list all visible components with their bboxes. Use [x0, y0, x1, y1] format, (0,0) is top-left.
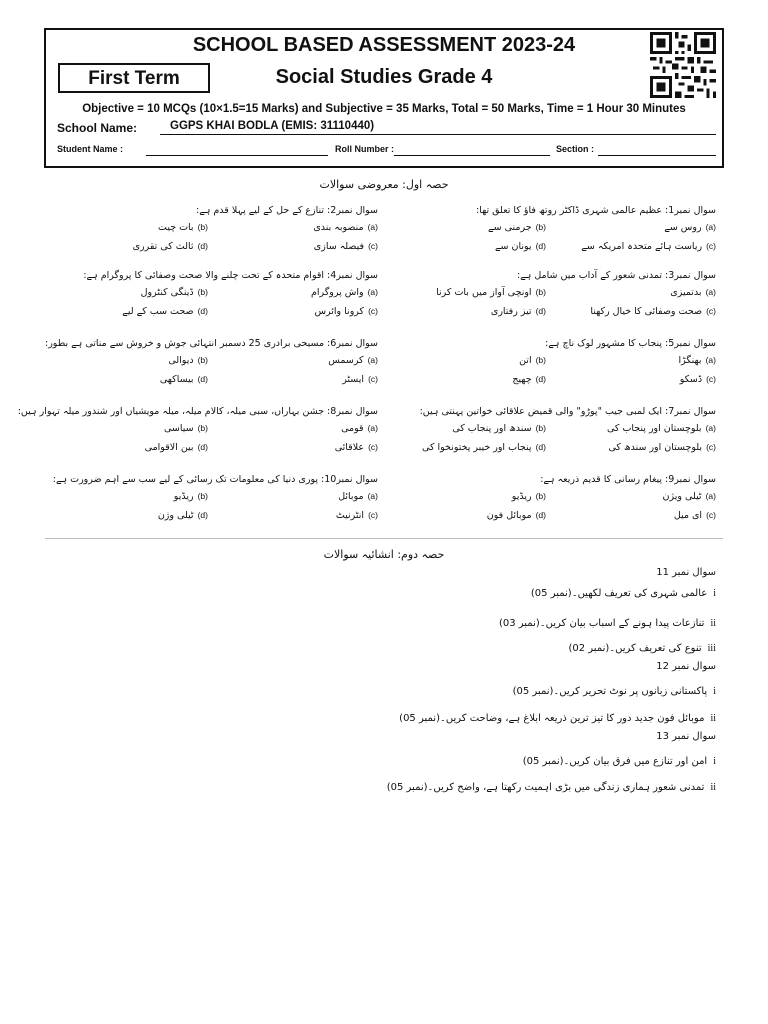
option-text: ای میل [673, 510, 703, 521]
option-text: سیاسی [163, 423, 194, 434]
option-text: اتن [519, 355, 532, 366]
option-key: (a) [705, 491, 716, 501]
option-key: (b) [535, 355, 546, 365]
mcq-8-option-b[interactable] [164, 423, 208, 434]
option-text: ڈینگی کنٹرول [140, 287, 194, 298]
assessment-title: SCHOOL BASED ASSESSMENT 2023-24 [192, 34, 576, 56]
mcq-6-option-c[interactable] [342, 374, 378, 385]
option-key: (a) [367, 222, 378, 232]
mcq-3-option-b[interactable] [436, 287, 546, 298]
option-text: پنجاب اور خیبر پختونخوا کی [422, 442, 532, 453]
mcq-2-option-c[interactable] [314, 241, 378, 252]
mcq-4-option-d[interactable] [122, 306, 208, 317]
mcq-question-6: سوال نمبر6: مسیحی برادری 25 دسمبر انتہائی جوش و خروش سے مناتی ہے بطور: [45, 338, 378, 349]
option-text: موبائل [338, 491, 364, 502]
mcq-8-option-a[interactable] [341, 423, 378, 434]
option-text: چھیج [512, 374, 532, 385]
option-text: جرمنی سے [488, 222, 532, 233]
question-11-title: سوال نمبر 11 [656, 567, 716, 578]
mcq-question-10: سوال نمبر10: پوری دنیا کی معلومات تک رسائی کے لیے سب سے اہم ضرورت ہے: [52, 474, 378, 485]
q13-item: iامن اور تنازع میں فرق بیان کریں۔(نمبر 05) [522, 756, 716, 767]
option-key: (c) [368, 241, 378, 251]
option-text: واش پروگرام [310, 287, 364, 298]
mcq-1-option-d[interactable] [495, 241, 546, 252]
roll-number-field[interactable] [394, 155, 550, 156]
option-text: بھنگڑا [678, 355, 702, 366]
option-key: (d) [197, 442, 208, 452]
option-key: (d) [535, 442, 546, 452]
mcq-3-option-a[interactable] [670, 287, 716, 298]
option-key: (a) [367, 491, 378, 501]
mcq-3-option-d[interactable] [491, 306, 546, 317]
option-text: ایسٹر [342, 374, 365, 385]
mcq-2-option-b[interactable] [158, 222, 208, 233]
mcq-9-option-b[interactable] [512, 491, 546, 502]
section-divider [45, 538, 723, 539]
mcq-question-9: سوال نمبر9: پیغام رسانی کا قدیم ذریعہ ہے: [540, 474, 716, 485]
mcq-5-option-d[interactable] [512, 374, 546, 385]
option-text: ٹیلی وژن [157, 510, 194, 521]
option-key: (a) [367, 355, 378, 365]
section-field[interactable] [598, 155, 716, 156]
qr-code-icon [648, 32, 718, 98]
option-text: کرونا وائرس [314, 306, 365, 317]
option-key: (d) [535, 306, 546, 316]
option-key: (c) [368, 306, 378, 316]
question-12-title: سوال نمبر 12 [656, 661, 716, 672]
option-text: ریاست ہائے متحدہ امریکہ سے [581, 241, 703, 252]
mcq-4-option-a[interactable] [311, 287, 378, 298]
option-key: (b) [535, 491, 546, 501]
mcq-5-option-c[interactable] [680, 374, 716, 385]
option-key: (c) [706, 241, 716, 251]
option-key: (d) [535, 241, 546, 251]
option-text: ٹیلی ویژن [662, 491, 702, 502]
mcq-6-option-b[interactable] [168, 355, 208, 366]
mcq-7-option-b[interactable] [452, 423, 546, 434]
option-text: بیساکھی [159, 374, 194, 385]
mcq-6-option-a[interactable] [328, 355, 378, 366]
option-key: (c) [368, 442, 378, 452]
option-key: (b) [535, 287, 546, 297]
option-key: (d) [535, 510, 546, 520]
q11-item: iعالمی شہری کی تعریف لکھیں۔(نمبر 05) [530, 588, 716, 599]
q11-item: iiiتنوع کی تعریف کریں۔(نمبر 02) [568, 643, 716, 654]
section-label: Section : [556, 144, 595, 154]
mcq-10-option-a[interactable] [338, 491, 378, 502]
mcq-9-option-d[interactable] [487, 510, 546, 521]
mcq-question-5: سوال نمبر5: پنجاب کا مشہور لوک ناچ ہے: [545, 338, 716, 349]
option-text: علاقائی [334, 442, 365, 453]
mcq-10-option-d[interactable] [158, 510, 208, 521]
mcq-3-option-c[interactable] [590, 306, 716, 317]
school-name-label: School Name: [57, 121, 138, 135]
question-13-title: سوال نمبر 13 [656, 731, 716, 742]
mcq-question-7: سوال نمبر7: ایک لمبی جیب "پوڑو" والی قمیض علاقائی خواتین پہنتی ہیں: [419, 406, 716, 417]
option-key: (a) [705, 222, 716, 232]
mcq-5-option-a[interactable] [679, 355, 716, 366]
mcq-7-option-a[interactable] [607, 423, 716, 434]
mcq-5-option-b[interactable] [519, 355, 546, 366]
option-key: (d) [535, 374, 546, 384]
mcq-7-option-d[interactable] [422, 442, 546, 453]
option-key: (b) [197, 423, 208, 433]
option-text: ریڈیو [511, 491, 532, 502]
school-name-line [160, 134, 716, 135]
option-key: (b) [197, 355, 208, 365]
mcq-question-3: سوال نمبر3: تمدنی شعور کے آداب میں شامل ہے: [517, 270, 716, 281]
option-key: (c) [368, 510, 378, 520]
objective-line: Objective = 10 MCQs (10×1.5=15 Marks) and Subjective = 35 Marks, Total = 50 Marks, Time = 1 Hour 30 Minutes [82, 103, 686, 115]
option-key: (d) [197, 306, 208, 316]
option-text: ریڈیو [173, 491, 194, 502]
option-key: (a) [705, 355, 716, 365]
option-text: بدتمیزی [670, 287, 702, 298]
mcq-question-1: سوال نمبر1: عظیم عالمی شہری ڈاکٹر روتھ فاؤ کا تعلق تھا: [475, 205, 716, 216]
option-text: ثالث کی تقرری [132, 241, 194, 252]
option-key: (c) [706, 306, 716, 316]
mcq-4-option-b[interactable] [141, 287, 208, 298]
option-key: (b) [197, 491, 208, 501]
option-text: روس سے [664, 222, 702, 233]
q11-item: iiتنازعات پیدا ہونے کے اسباب بیان کریں۔(نمبر 03) [498, 618, 716, 629]
option-text: موبائل فون [486, 510, 532, 521]
student-name-label: Student Name : [57, 144, 124, 154]
option-key: (b) [535, 423, 546, 433]
q13-item: iiتمدنی شعور ہماری زندگی میں بڑی اہمیت رکھتا ہے، واضح کریں۔(نمبر 05) [386, 782, 716, 793]
option-text: ڈسکو [679, 374, 703, 385]
option-key: (c) [706, 374, 716, 384]
mcq-question-8: سوال نمبر8: جشن بہاراں، سبی میلہ، کالام میلہ، میلہ مویشیاں اور شندور میلہ تہوار ہیں: [17, 406, 378, 417]
school-name-value: GGPS KHAI BODLA (EMIS: 31110440) [170, 120, 375, 132]
option-key: (d) [197, 374, 208, 384]
option-text: دیوالی [168, 355, 194, 366]
option-text: بین الاقوامی [144, 442, 194, 453]
option-text: یونان سے [494, 241, 532, 252]
mcq-10-option-b[interactable] [174, 491, 208, 502]
option-key: (c) [706, 442, 716, 452]
option-key: (b) [197, 222, 208, 232]
mcq-9-option-a[interactable] [663, 491, 716, 502]
mcq-1-option-c[interactable] [581, 241, 716, 252]
option-key: (a) [367, 287, 378, 297]
option-text: بلوچستان اور پنجاب کی [607, 423, 702, 434]
mcq-10-option-c[interactable] [336, 510, 378, 521]
option-text: فیصلہ سازی [313, 241, 365, 252]
option-text: اونچی آواز میں بات کرنا [436, 287, 532, 298]
part2-heading: حصہ دوم: انشائیہ سوالات [323, 548, 445, 561]
option-key: (c) [368, 374, 378, 384]
part1-heading: حصہ اول: معروضی سوالات [319, 178, 449, 191]
option-text: بلوچستان اور سندھ کی [608, 442, 703, 453]
mcq-6-option-d[interactable] [160, 374, 208, 385]
option-text: کرسمس [328, 355, 364, 366]
mcq-1-option-a[interactable] [664, 222, 716, 233]
mcq-question-4: سوال نمبر4: اقوام متحدہ کے تحت چلنے والا صحت وصفائی کا پروگرام ہے: [83, 270, 378, 281]
option-key: (a) [705, 287, 716, 297]
mcq-1-option-b[interactable] [488, 222, 546, 233]
option-text: سندھ اور پنجاب کی [452, 423, 532, 434]
mcq-9-option-c[interactable] [674, 510, 716, 521]
student-name-field[interactable] [146, 155, 328, 156]
q12-item: iپاکستانی زبانوں پر نوٹ تحریر کریں۔(نمبر 05) [512, 686, 716, 697]
option-text: انٹرنیٹ [335, 510, 365, 521]
option-key: (d) [197, 510, 208, 520]
option-text: بات چیت [158, 222, 194, 233]
option-key: (b) [197, 287, 208, 297]
mcq-8-option-c[interactable] [335, 442, 378, 453]
option-key: (a) [705, 423, 716, 433]
mcq-4-option-c[interactable] [314, 306, 378, 317]
mcq-2-option-a[interactable] [313, 222, 378, 233]
option-text: منصوبہ بندی [313, 222, 364, 233]
q12-item: iiموبائل فون جدید دور کا تیز ترین ذریعہ ابلاغ ہے، وضاحت کریں۔(نمبر 05) [399, 713, 716, 724]
option-text: صحت سب کے لیے [122, 306, 194, 317]
option-key: (d) [197, 241, 208, 251]
term-box: First Term [58, 63, 210, 93]
mcq-2-option-d[interactable] [133, 241, 208, 252]
option-key: (b) [535, 222, 546, 232]
option-text: تیز رفتاری [490, 306, 532, 317]
option-text: قومی [341, 423, 364, 434]
mcq-7-option-c[interactable] [609, 442, 716, 453]
mcq-8-option-d[interactable] [145, 442, 208, 453]
mcq-question-2: سوال نمبر2: تنازع کے حل کے لیے پہلا قدم ہے: [196, 205, 378, 216]
option-text: صحت وصفائی کا خیال رکھنا [590, 306, 703, 317]
option-key: (a) [367, 423, 378, 433]
roll-number-label: Roll Number : [335, 144, 395, 154]
option-key: (c) [706, 510, 716, 520]
subject-title: Social Studies Grade 4 [275, 66, 493, 88]
